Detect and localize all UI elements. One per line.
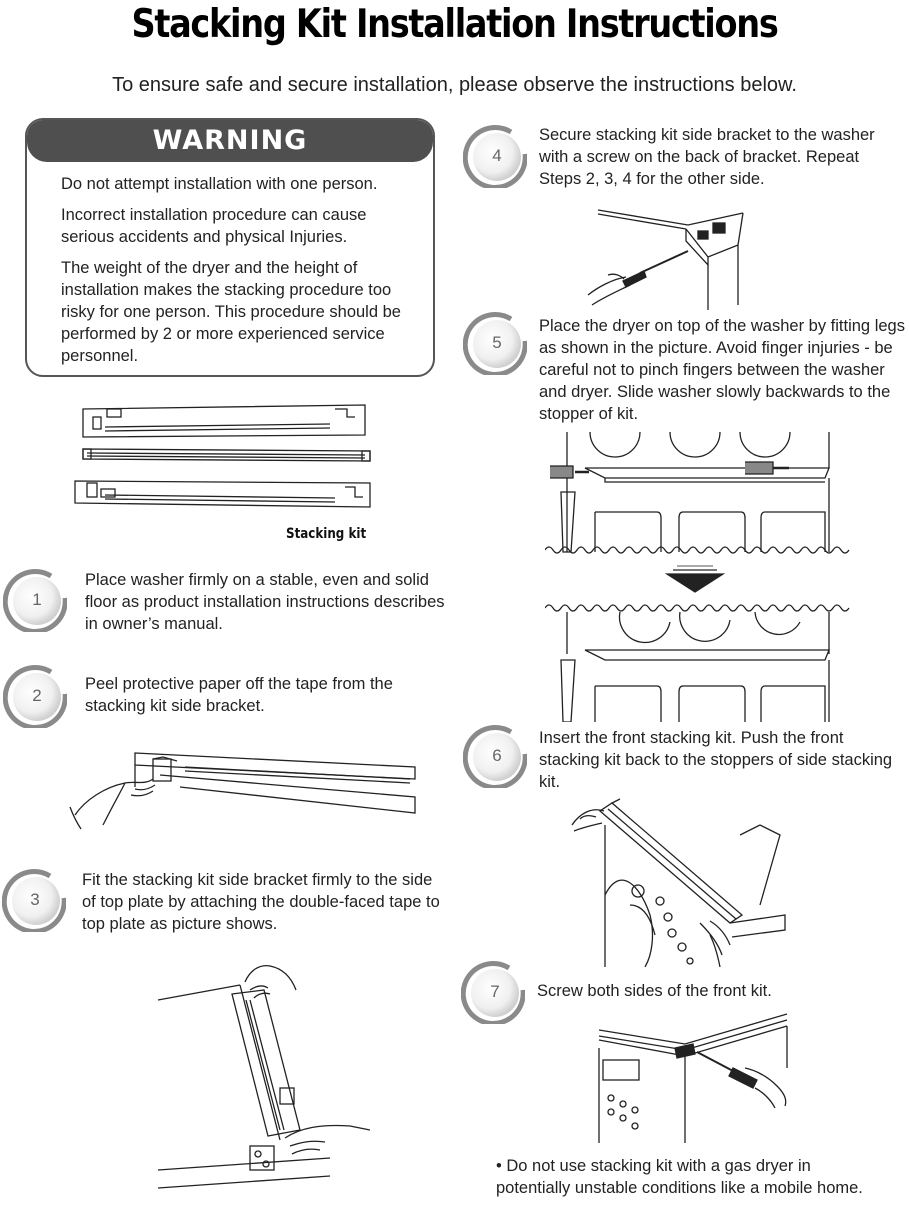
page-subtitle: To ensure safe and secure installation, please observe the instructions below. — [112, 74, 797, 96]
step-2-text: Peel protective paper off the tape from the stacking kit side bracket. — [85, 675, 393, 715]
warning-paragraph-2: Incorrect installation procedure can cause serious accidents and physical Injuries. — [61, 206, 367, 246]
step-1-number: 1 — [32, 590, 42, 609]
warning-paragraph-1: Do not attempt installation with one person. — [61, 175, 378, 193]
step-4-number: 4 — [492, 146, 502, 165]
down-arrow-icon — [667, 566, 723, 592]
step-3-number: 3 — [30, 890, 40, 909]
page-title: Stacking Kit Installation Instructions — [131, 2, 778, 47]
front-kit-screw-illustration — [595, 1008, 795, 1143]
bracket-fitting-illustration — [150, 960, 380, 1190]
step-2-number: 2 — [32, 686, 42, 705]
warning-box — [25, 118, 435, 377]
hand-peeling-tape-illustration — [65, 745, 425, 835]
step-3-text: Fit the stacking kit side bracket firmly to the side of top plate by attaching the double-faced tape to top plate as picture shows. — [82, 871, 440, 933]
gas-dryer-note: • Do not use stacking kit with a gas dryer in potentially unstable conditions like a mobile home. — [496, 1157, 863, 1197]
step-7-text: Screw both sides of the front kit. — [537, 982, 772, 1000]
step-7-number: 7 — [490, 982, 500, 1001]
warning-paragraph-3: The weight of the dryer and the height of installation makes the stacking procedure too risky for one person. This procedure should be performed by 2 or more experienced service personnel. — [61, 259, 401, 365]
step-4-text: Secure stacking kit side bracket to the washer with a screw on the back of bracket. Repeat Steps 2, 3, 4 for the other side. — [539, 126, 875, 188]
step-6-text: Insert the front stacking kit. Push the front stacking kit back to the stoppers of side stacking kit. — [539, 729, 893, 791]
kit-caption: Stacking kit — [286, 526, 367, 542]
step-6-number: 6 — [492, 746, 502, 765]
step-5-number: 5 — [492, 333, 502, 352]
step-5-text: Place the dryer on top of the washer by fitting legs as shown in the picture. Avoid finger injuries - be careful not to pinch fingers between the washer and dryer. Slide washer slowly backwards to the stopper of kit. — [539, 317, 905, 423]
stacking-kit-parts-illustration — [65, 395, 385, 520]
warning-heading: WARNING — [27, 120, 433, 162]
dryer-on-washer-illustration — [545, 432, 850, 722]
front-kit-insert-illustration — [560, 795, 790, 967]
screwdriver-illustration — [578, 205, 758, 315]
step-1-text: Place washer firmly on a stable, even and solid floor as product installation instructions describes in owner’s manual. — [85, 571, 445, 633]
